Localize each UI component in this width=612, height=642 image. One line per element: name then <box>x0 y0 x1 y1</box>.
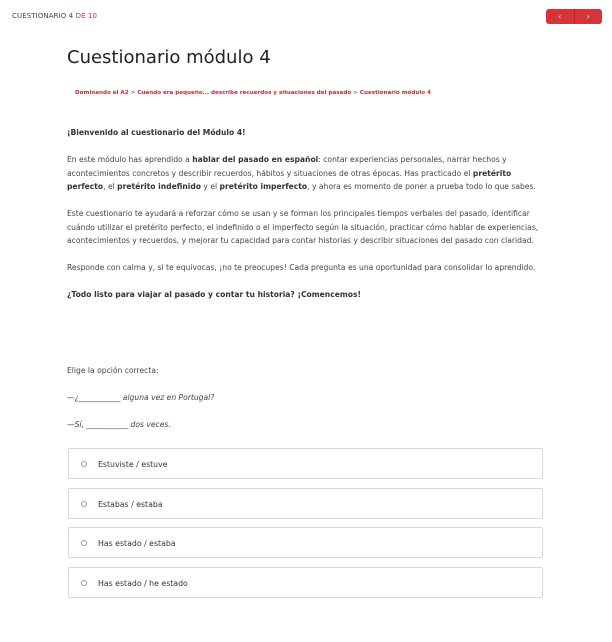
welcome-heading: ¡Bienvenido al cuestionario del Módulo 4! <box>67 128 246 137</box>
quiz-counter-current: CUESTIONARIO 4 <box>12 12 74 20</box>
radio-button-icon[interactable] <box>81 580 87 586</box>
answer-option-label: Has estado / estaba <box>98 539 176 548</box>
answer-option[interactable] <box>68 488 543 519</box>
answer-option-label: Estuviste / estuve <box>98 460 168 469</box>
breadcrumb-current-page[interactable]: Cuestionario módulo 4 <box>359 90 431 96</box>
answer-option[interactable] <box>68 527 543 558</box>
intro-paragraph-3: Responde con calma y, si te equivocas, ¡no te preocupes! Cada pregunta es una oportunidad para consolidar lo aprendido. <box>67 263 536 272</box>
breadcrumb-separator: > <box>353 90 358 96</box>
answer-option[interactable] <box>68 448 543 479</box>
answer-option-label: Has estado / he estado <box>98 579 188 588</box>
chevron-right-icon: › <box>586 12 590 21</box>
radio-button-icon[interactable] <box>81 501 87 507</box>
intro-paragraph-1: En este módulo has aprendido a hablar del pasado en español: contar experiencias personales, narrar hechos y acontecimientos concretos y describir recuerdos, hábitos y situaciones de otras épocas. Has practicado el pretérito perfecto, el pretérito indefinido y el pretérito imperfecto, y ahora es momento de poner a prueba todo lo que sabes. <box>67 155 536 191</box>
next-button[interactable] <box>574 9 603 24</box>
answer-option[interactable] <box>68 567 543 598</box>
intro-text <box>67 126 547 315</box>
intro-call-to-action: ¿Todo listo para viajar al pasado y contar tu historia? ¡Comencemos! <box>67 290 361 299</box>
top-bar <box>0 0 612 34</box>
breadcrumb <box>75 90 431 96</box>
question-dialogue-line-1: —¿___________ alguna vez en Portugal? <box>67 393 215 402</box>
intro-paragraph-2: Este cuestionario te ayudará a reforzar cómo se usan y se forman los principales tiempos verbales del pasado, identificar cuándo utilizar el pretérito perfecto, el indefinido o el imperfecto según la situación, practicar cómo hablar de experiencias, acontecimientos y recuerdos, y mejorar tu capacidad para contar historias y describir situaciones del pasado con claridad. <box>67 209 539 245</box>
question-prompt: Elige la opción correcta: <box>67 366 159 375</box>
quiz-counter-total: DE 10 <box>75 12 98 20</box>
breadcrumb-separator: > <box>130 90 136 96</box>
radio-button-icon[interactable] <box>81 540 87 546</box>
quiz-counter <box>12 12 97 20</box>
question-dialogue-line-2: —Sí, ___________ dos veces. <box>67 420 171 429</box>
page-title: Cuestionario módulo 4 <box>67 47 271 68</box>
radio-button-icon[interactable] <box>81 461 87 467</box>
breadcrumb-module-link[interactable]: Cuando era pequeño... describe recuerdos y situaciones del pasado <box>137 90 352 96</box>
quiz-navigation <box>546 9 602 24</box>
chevron-left-icon: ‹ <box>558 12 562 21</box>
answer-option-label: Estabas / estaba <box>98 500 163 509</box>
previous-button[interactable] <box>546 9 574 24</box>
breadcrumb-course-link[interactable]: Dominando el A2 <box>75 90 129 96</box>
